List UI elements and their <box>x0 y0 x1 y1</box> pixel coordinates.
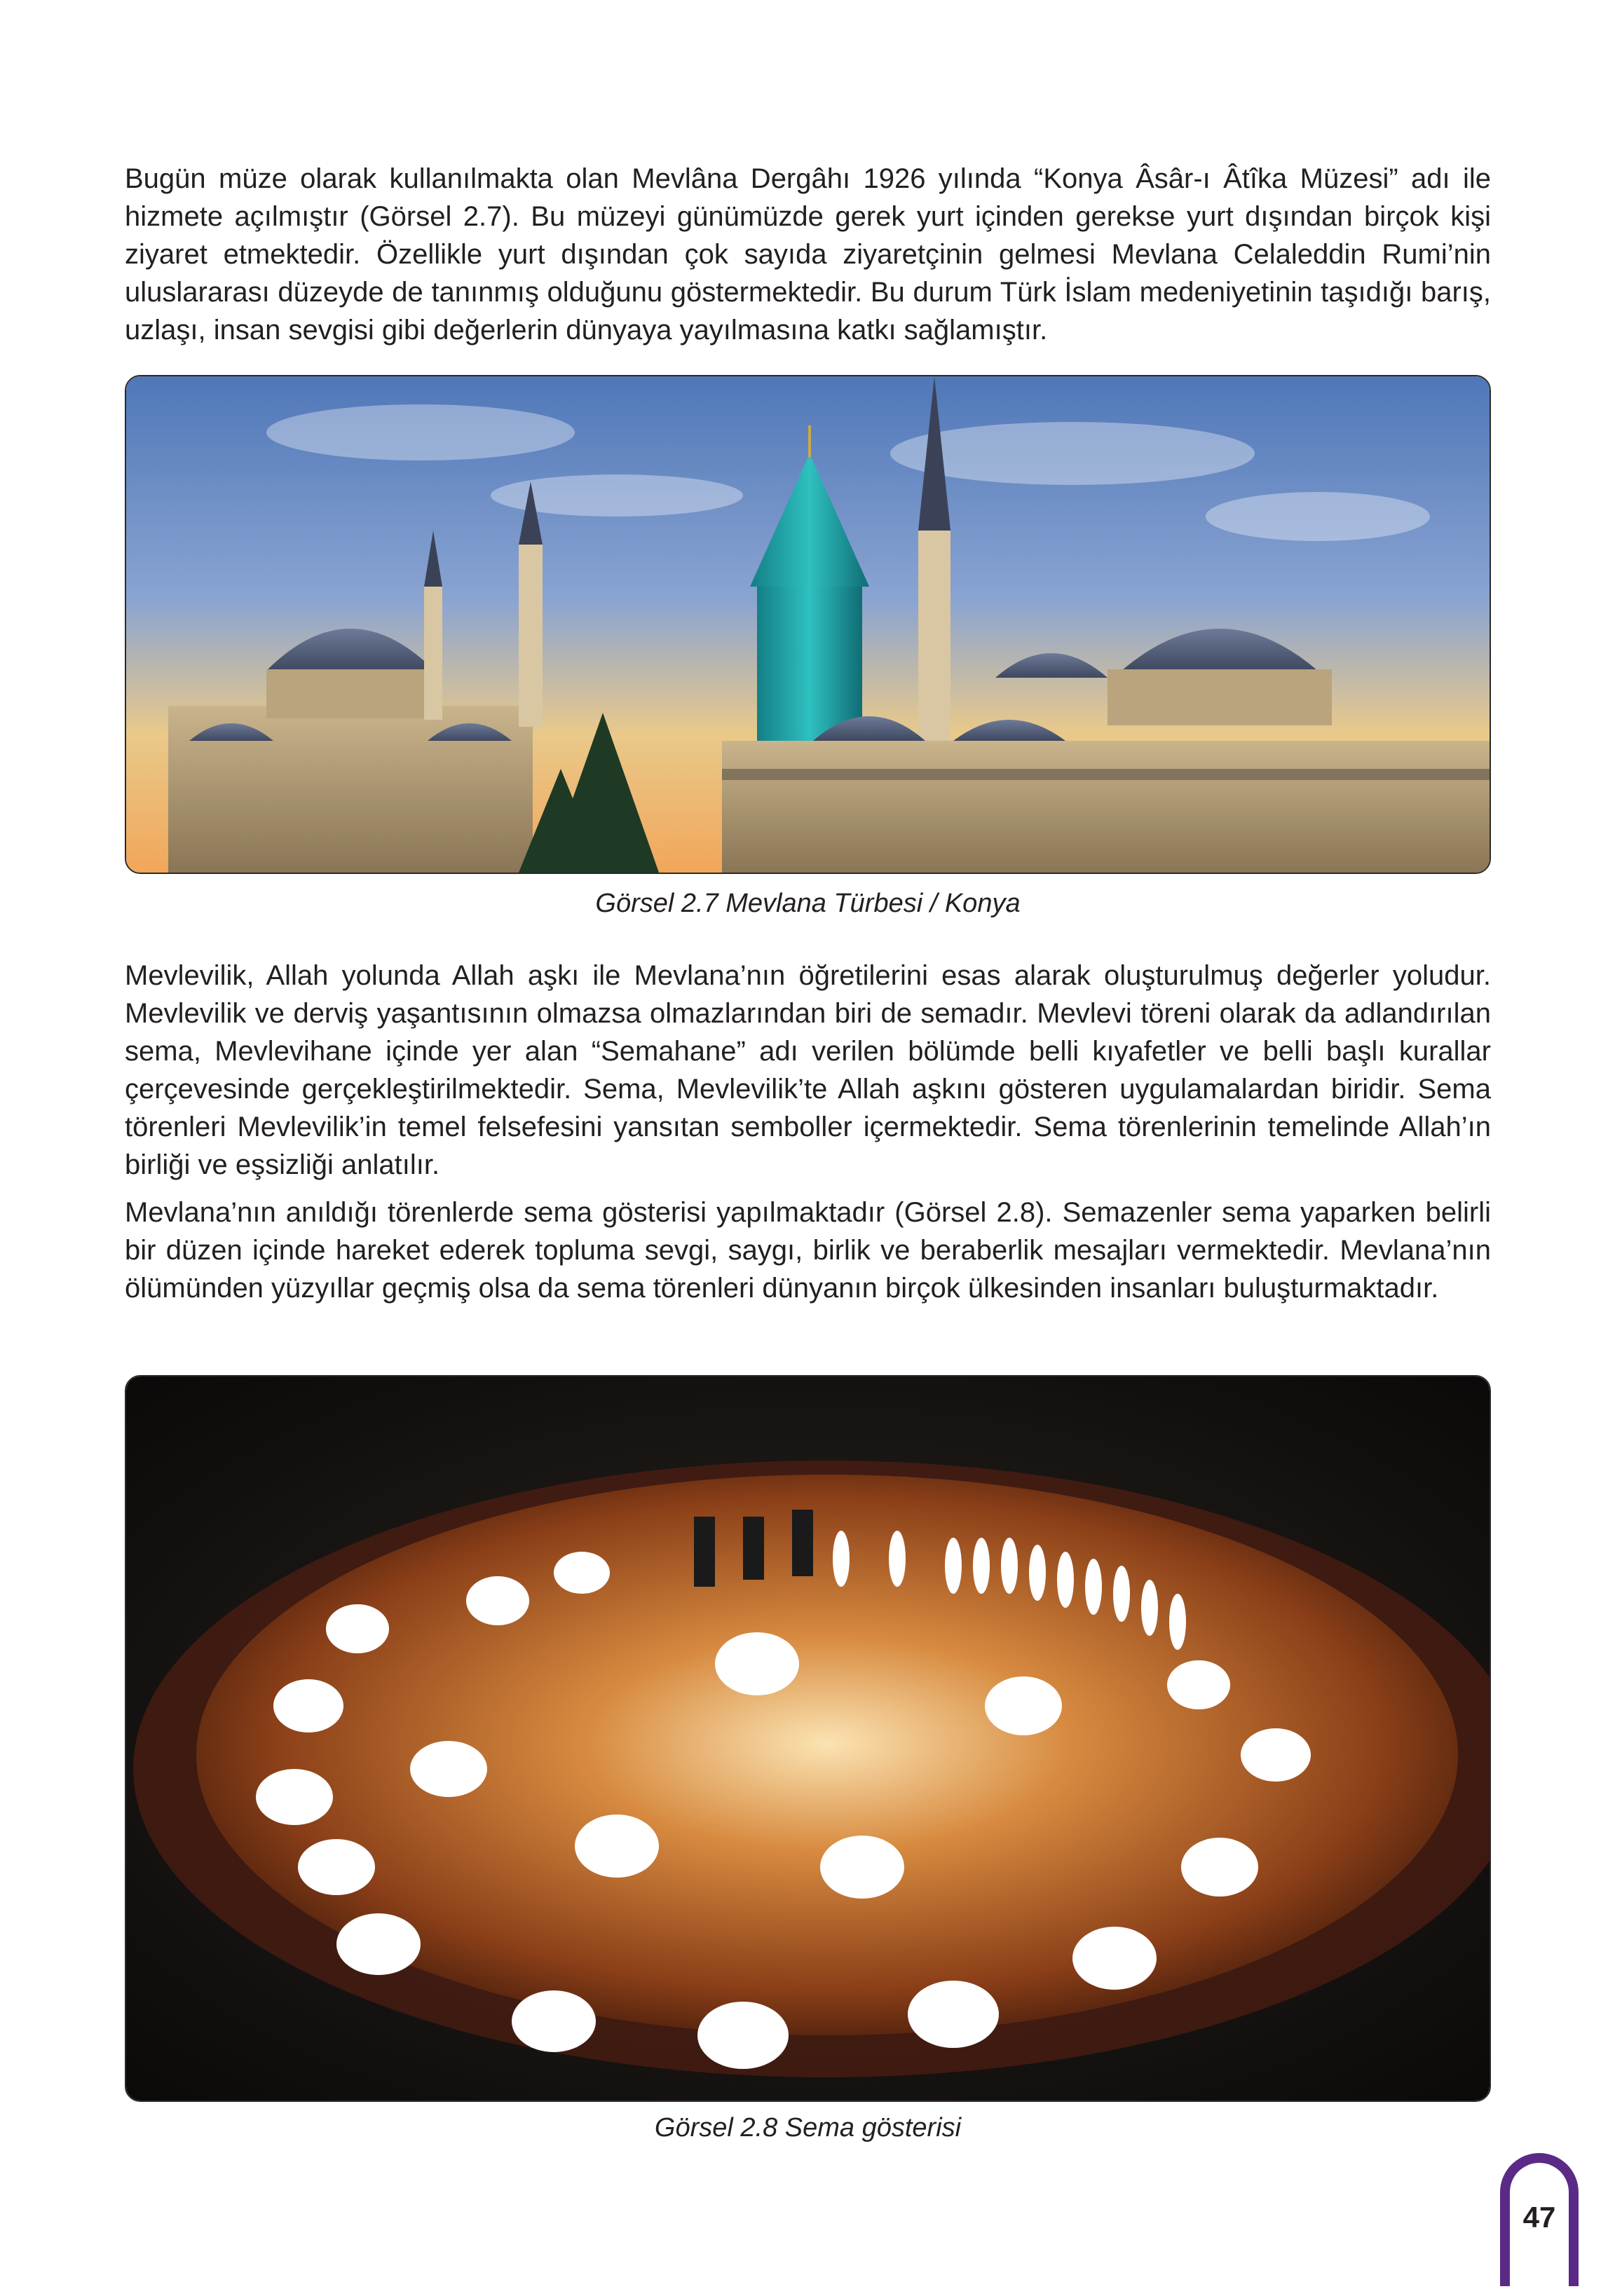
figure-2-8-caption: Görsel 2.8 Sema gösterisi <box>654 2113 962 2143</box>
musicians <box>694 1510 813 1587</box>
figure-2-7-caption: Görsel 2.7 Mevlana Türbesi / Konya <box>595 889 1021 918</box>
page-number: 47 <box>1522 2201 1556 2234</box>
paragraph-mevlevilik: Mevlevilik, Allah yolunda Allah aşkı ile Mevlana’nın öğretilerini esas alarak oluşturulmuş değerler yoludur. Mevlevilik ve derviş yaşantısının olmazsa olmazlarından biri de semadır. Mevlevi töreni olarak da adlandırılan sema, Mevlevihane içinde yer alan “Semahane” adı verilen bölümde belli kıyafetler ve belli başlı kurallar çerçevesinde gerçekleştirilmektedir. Sema, Mevlevilik’te Allah aşkını gösteren uygulamalardan biridir. Sema törenleri Mevlevilik’in temel felsefesini yansıtan semboller içermektedir. Sema törenlerinin temelinde Allah’ın birliği ve eşsizliği anlatılır. <box>125 960 1491 1180</box>
paragraph-museum: Bugün müze olarak kullanılmakta olan Mevlâna Dergâhı 1926 yılında “Konya Âsâr-ı Âtîka Müzesi” adı ile hizmete açılmıştır (Görsel 2.7). Bu müzeyi günümüzde gerek yurt içinden gerekse yurt dışından birçok kişi ziyaret etmektedir. Özellikle yurt dışından çok sayıda ziyaretçinin gelmesi Mevlana Celaleddin Rumi’nin uluslararası düzeyde de tanınmış olduğunu göstermektedir. Bu durum Türk İslam medeniyetinin taşıdığı barış, uzlaşı, insan sevgisi gibi değerlerin dünyaya yayılmasına katkı sağlamıştır. <box>125 163 1491 346</box>
mevlana-tomb-photo <box>125 375 1491 874</box>
sema-ceremony-photo <box>125 1375 1491 2102</box>
paragraph-sema: Mevlana’nın anıldığı törenlerde sema gösterisi yapılmaktadır (Görsel 2.8). Semazenler sema yaparken belirli bir düzen içinde hareket ederek topluma sevgi, saygı, birlik ve beraberlik mesajları vermektedir. Mevlana’nın ölümünden yüzyıllar geçmiş olsa da sema törenleri dünyanın birçok ülkesinden insanları buluşturmaktadır. <box>125 1197 1491 1304</box>
page-number-tab <box>1500 2153 1579 2286</box>
page-number-tab-inner <box>1510 2163 1569 2296</box>
